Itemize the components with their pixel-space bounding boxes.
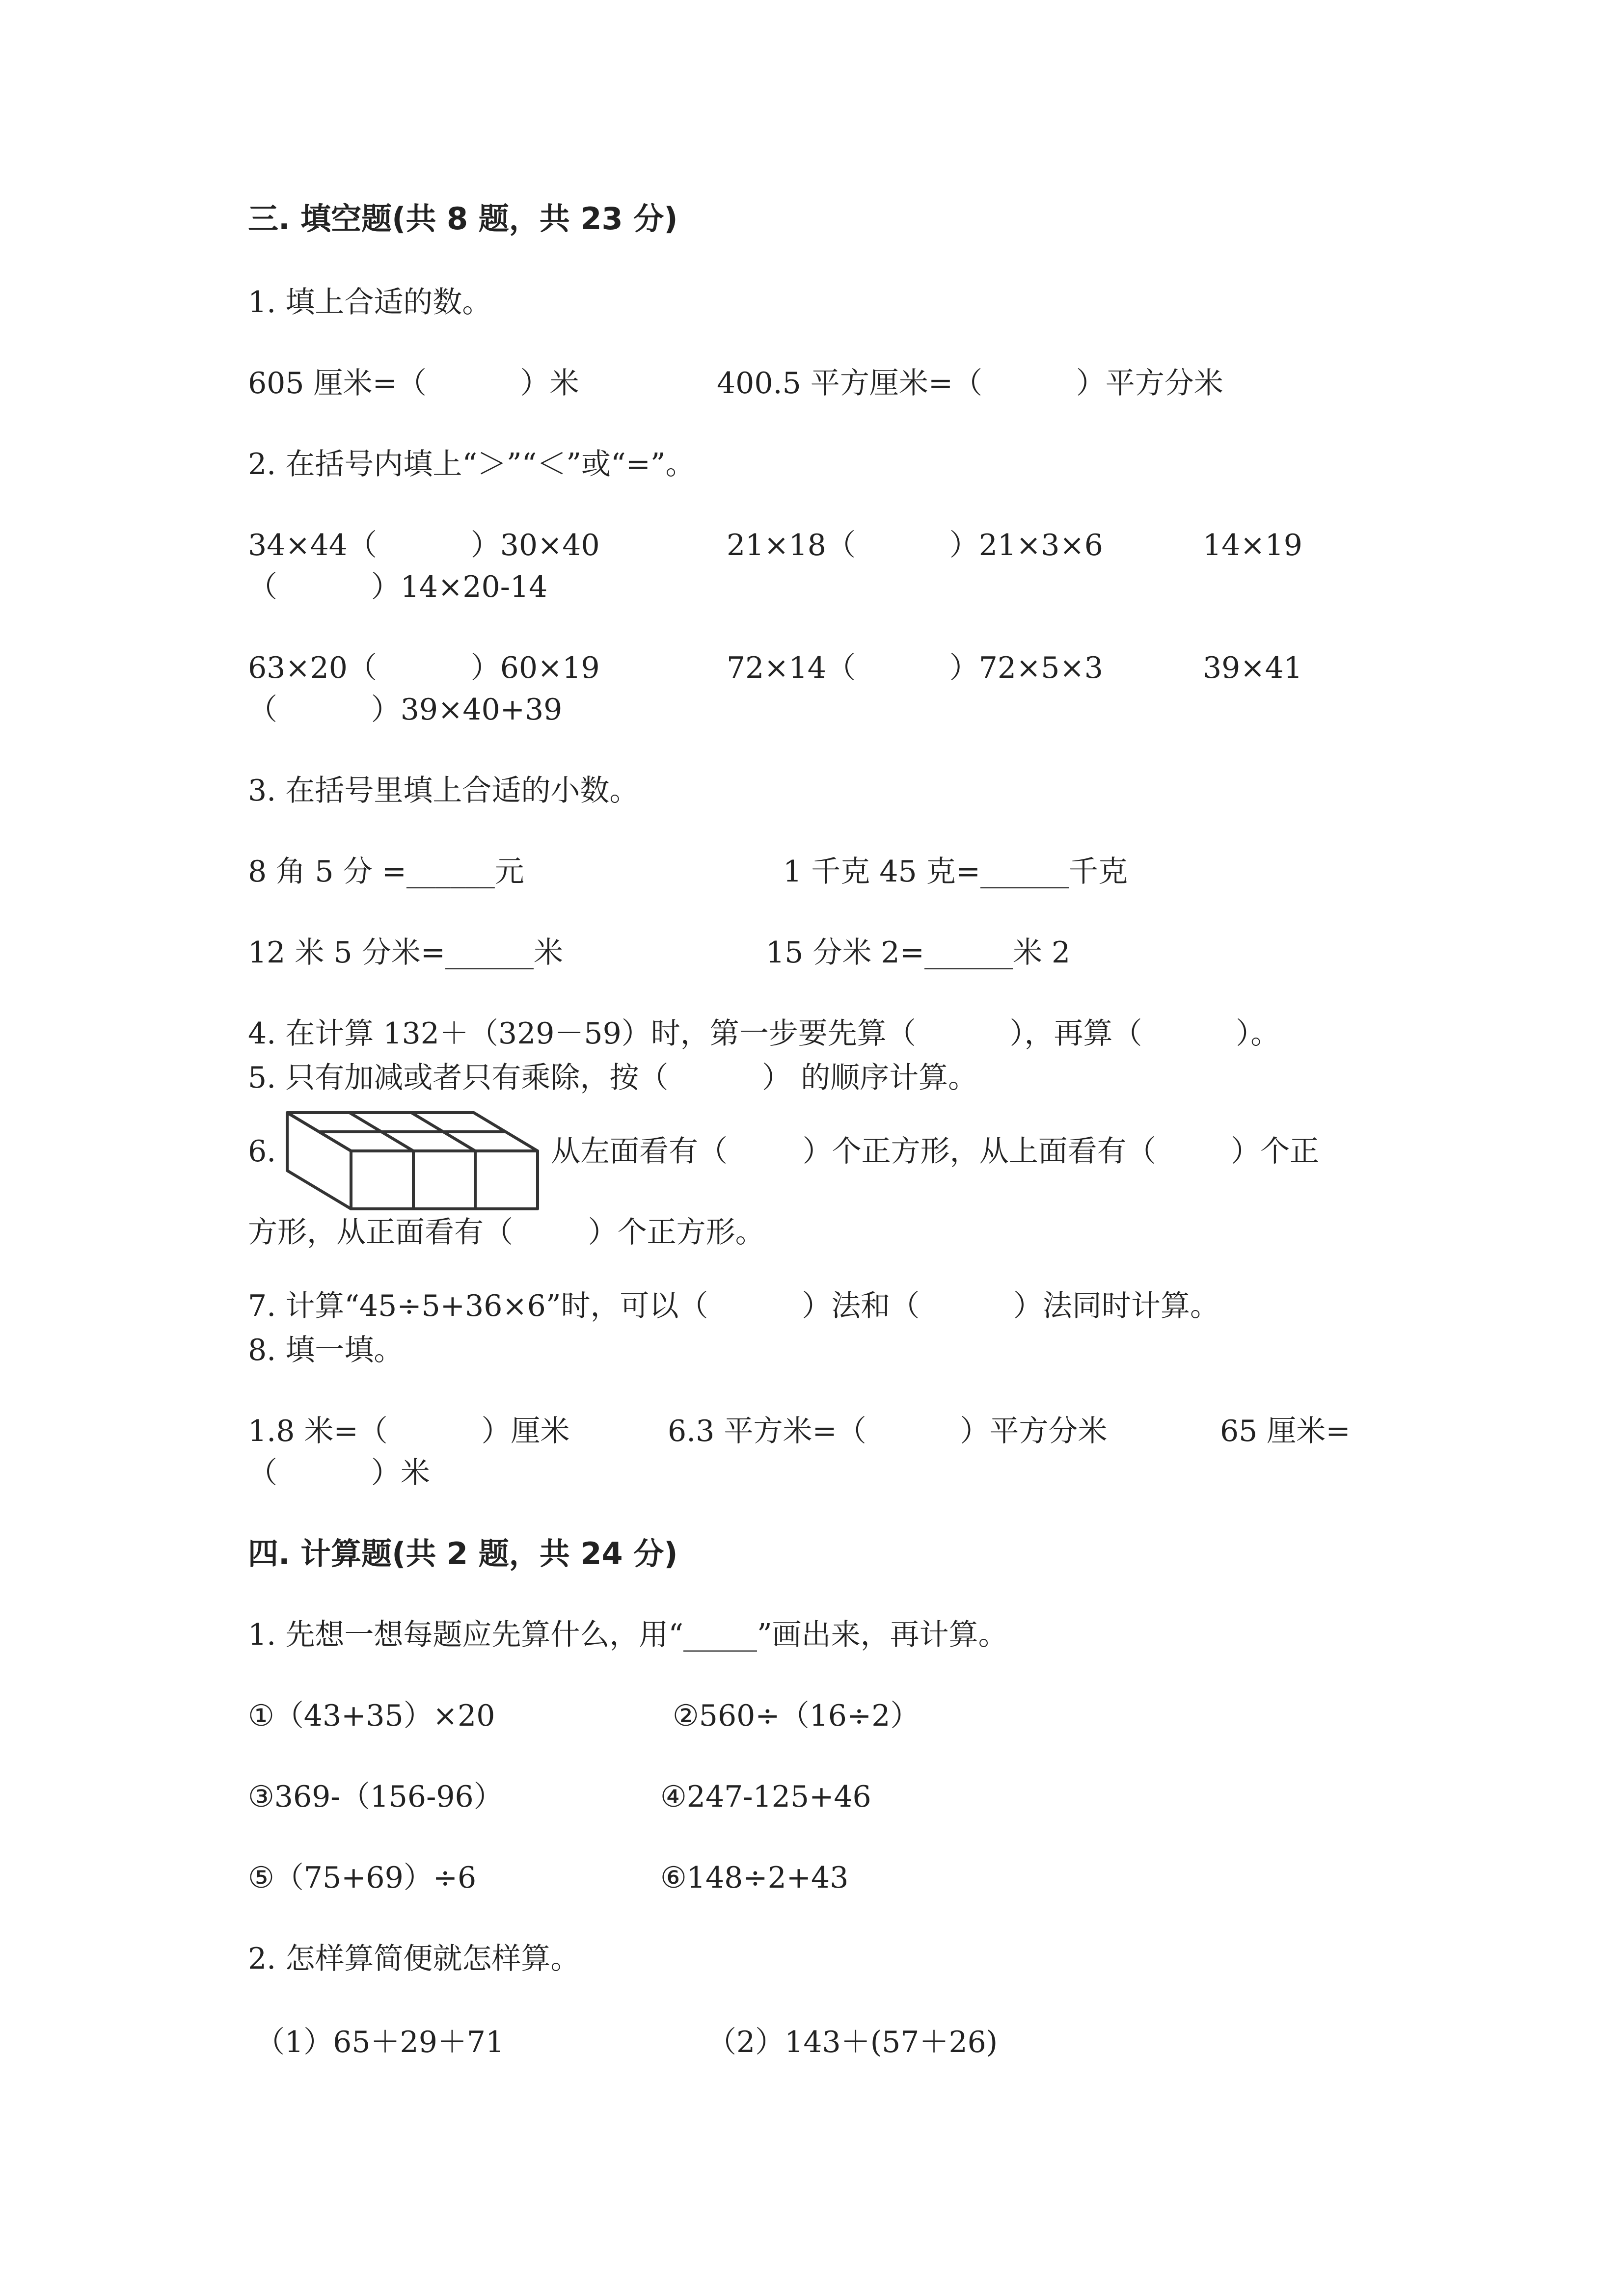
q1-prompt: 1. 填上合适的数。 — [248, 285, 492, 320]
q3-item-2: 1 千克 45 克=______千克 — [783, 854, 1128, 889]
s4-q2-prompt: 2. 怎样算简便就怎样算。 — [248, 1942, 580, 1976]
q8-wrap: （ ）米 — [248, 1456, 430, 1490]
section-3-title: 三. 填空题(共 8 题，共 23 分) — [248, 201, 678, 237]
q3-item-1: 8 角 5 分 =______元 — [248, 854, 524, 889]
s4-q1-item-3: ③369-（156-96） — [248, 1780, 503, 1814]
q2-row1-item-3: 14×19 — [1203, 528, 1302, 562]
q4-text: 4. 在计算 132＋（329－59）时，第一步要先算（ ），再算（ ）。 — [248, 1016, 1280, 1051]
s4-q1-item-6: ⑥148÷2+43 — [660, 1861, 849, 1895]
q6-line-1: 从左面看有（ ）个正方形，从上面看有（ ）个正 — [551, 1134, 1320, 1169]
q8-prompt: 8. 填一填。 — [248, 1333, 404, 1367]
q1-item-1: 605 厘米=（ ）米 — [248, 366, 579, 400]
q3-prompt: 3. 在括号里填上合适的小数。 — [248, 774, 639, 808]
s4-q1-prompt: 1. 先想一想每题应先算什么，用“_____”画出来，再计算。 — [248, 1618, 1008, 1652]
q2-row2-item-2: 72×14（ ）72×5×3 — [727, 651, 1103, 685]
q2-row1-item-1: 34×44（ ）30×40 — [248, 528, 600, 562]
q2-row2-item-3: 39×41 — [1203, 651, 1302, 685]
q2-row1-item-2: 21×18（ ）21×3×6 — [727, 528, 1103, 562]
s4-q1-item-2: ②560÷（16÷2） — [673, 1699, 920, 1733]
s4-q1-item-5: ⑤（75+69）÷6 — [248, 1861, 477, 1895]
q3-item-3: 12 米 5 分米=______米 — [248, 935, 564, 970]
q1-item-2: 400.5 平方厘米=（ ）平方分米 — [717, 366, 1223, 400]
q6-number: 6. — [248, 1134, 276, 1169]
s4-q1-item-1: ①（43+35）×20 — [248, 1699, 495, 1733]
cube-front-face — [351, 1151, 538, 1209]
q2-row2-item-1: 63×20（ ）60×19 — [248, 651, 600, 685]
q8-item-2: 6.3 平方米=（ ）平方分米 — [668, 1414, 1108, 1448]
q2-row2-wrap: （ ）39×40+39 — [248, 693, 563, 727]
q6-line-2: 方形，从正面看有（ ）个正方形。 — [248, 1215, 765, 1250]
q3-item-4: 15 分米 2=______米 2 — [766, 935, 1071, 970]
q7-text: 7. 计算“45÷5+36×6”时，可以（ ）法和（ ）法同时计算。 — [248, 1289, 1219, 1323]
q8-item-1: 1.8 米=（ ）厘米 — [248, 1414, 570, 1448]
s4-q2-item-1: （1）65＋29＋71 — [255, 2025, 505, 2059]
s4-q2-item-2: （2）143＋(57＋26) — [707, 2025, 998, 2059]
section-4-title: 四. 计算题(共 2 题，共 24 分) — [248, 1536, 678, 1572]
cube-left-face — [287, 1113, 351, 1209]
q2-prompt: 2. 在括号内填上“＞”“＜”或“=”。 — [248, 447, 695, 481]
q2-row1-wrap: （ ）14×20-14 — [248, 570, 548, 604]
cube-figure — [282, 1107, 547, 1215]
q8-item-3: 65 厘米= — [1220, 1414, 1351, 1448]
s4-q1-item-4: ④247-125+46 — [660, 1780, 871, 1814]
q5-text: 5. 只有加减或者只有乘除，按（ ） 的顺序计算。 — [248, 1061, 978, 1095]
